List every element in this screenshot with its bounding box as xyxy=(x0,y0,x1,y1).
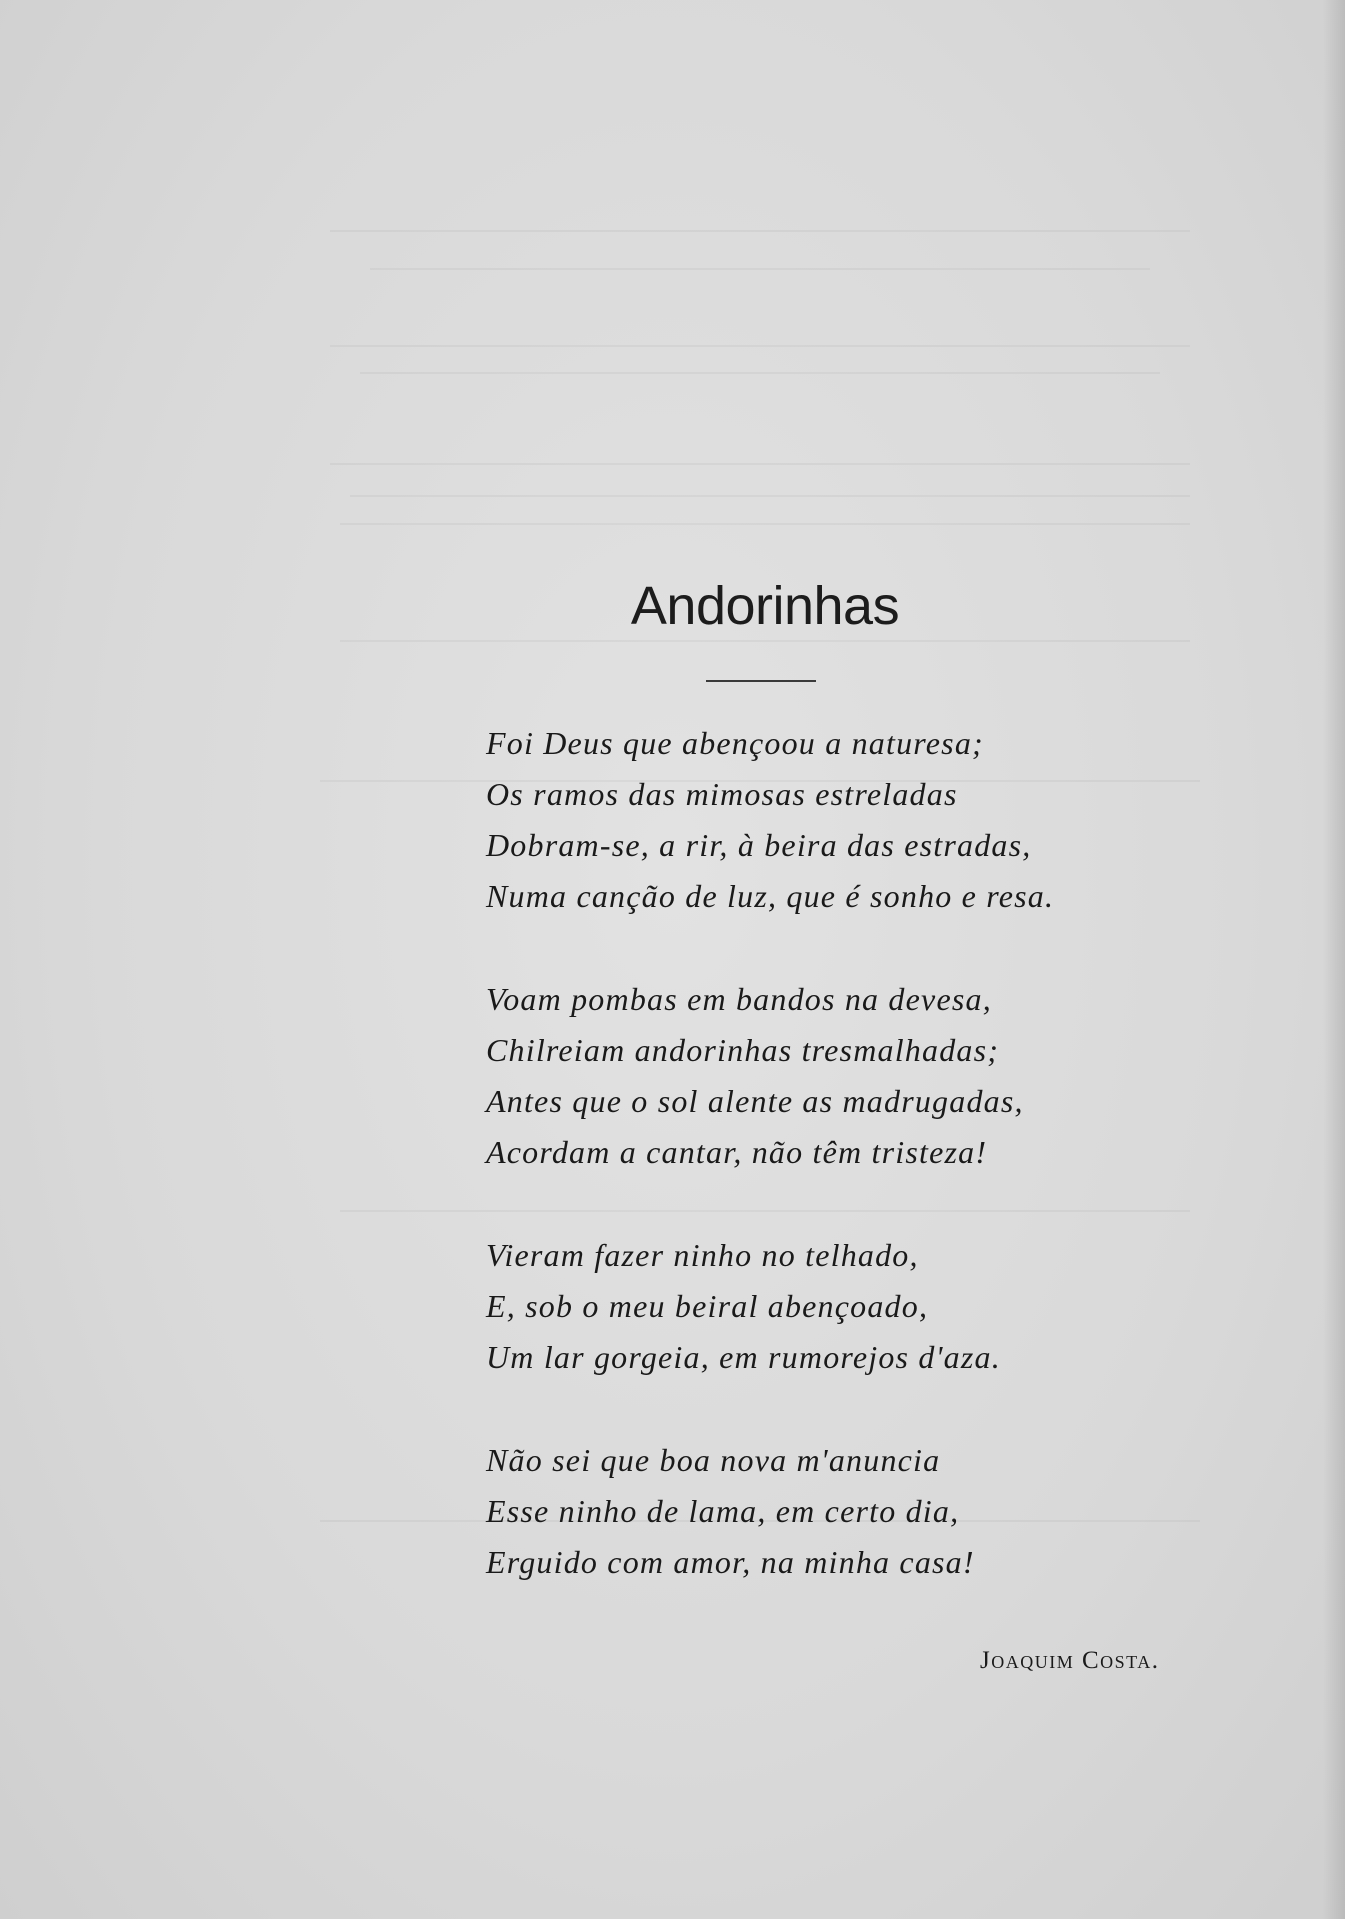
poem-line: Numa canção de luz, que é sonho e resa. xyxy=(486,878,1055,914)
poem-line: Erguido com amor, na minha casa! xyxy=(486,1544,975,1580)
bleed-through-line xyxy=(340,523,1190,525)
poem-line: E, sob o meu beiral abençoado, xyxy=(486,1288,929,1324)
bleed-through-line xyxy=(330,230,1190,232)
poem-line: Um lar gorgeia, em rumorejos d'aza. xyxy=(486,1339,1001,1375)
bleed-through-line xyxy=(330,345,1190,347)
stanza xyxy=(486,1230,1246,1383)
poem-line: Esse ninho de lama, em certo dia, xyxy=(486,1493,960,1529)
poem-line: Dobram-se, a rir, à beira das estradas, xyxy=(486,827,1032,863)
poem-line: Chilreiam andorinhas tresmalhadas; xyxy=(486,1032,1000,1068)
poem-line: Antes que o sol alente as madrugadas, xyxy=(486,1083,1024,1119)
bleed-through-line xyxy=(340,640,1190,642)
poem-author: Joaquim Costa. xyxy=(980,1647,1160,1674)
poem-line: Voam pombas em bandos na devesa, xyxy=(486,981,992,1017)
poem-line: Os ramos das mimosas estreladas xyxy=(486,776,958,812)
poem-line: Foi Deus que abençoou a naturesa; xyxy=(486,725,984,761)
title-divider xyxy=(706,680,816,682)
bleed-through-line xyxy=(360,372,1160,374)
stanza xyxy=(486,718,1246,922)
bleed-through-line xyxy=(370,268,1150,270)
poem-line: Vieram fazer ninho no telhado, xyxy=(486,1237,919,1273)
stanza xyxy=(486,974,1246,1178)
stanza xyxy=(486,1435,1246,1588)
poem-body xyxy=(486,718,1246,1588)
poem-title: Andorinhas xyxy=(630,576,900,636)
poem-line: Acordam a cantar, não têm tristeza! xyxy=(486,1134,988,1170)
bleed-through-line xyxy=(330,463,1190,465)
poem-line: Não sei que boa nova m'anuncia xyxy=(486,1442,941,1478)
bleed-through-line xyxy=(350,495,1190,497)
page-edge-shadow xyxy=(1323,0,1345,1919)
